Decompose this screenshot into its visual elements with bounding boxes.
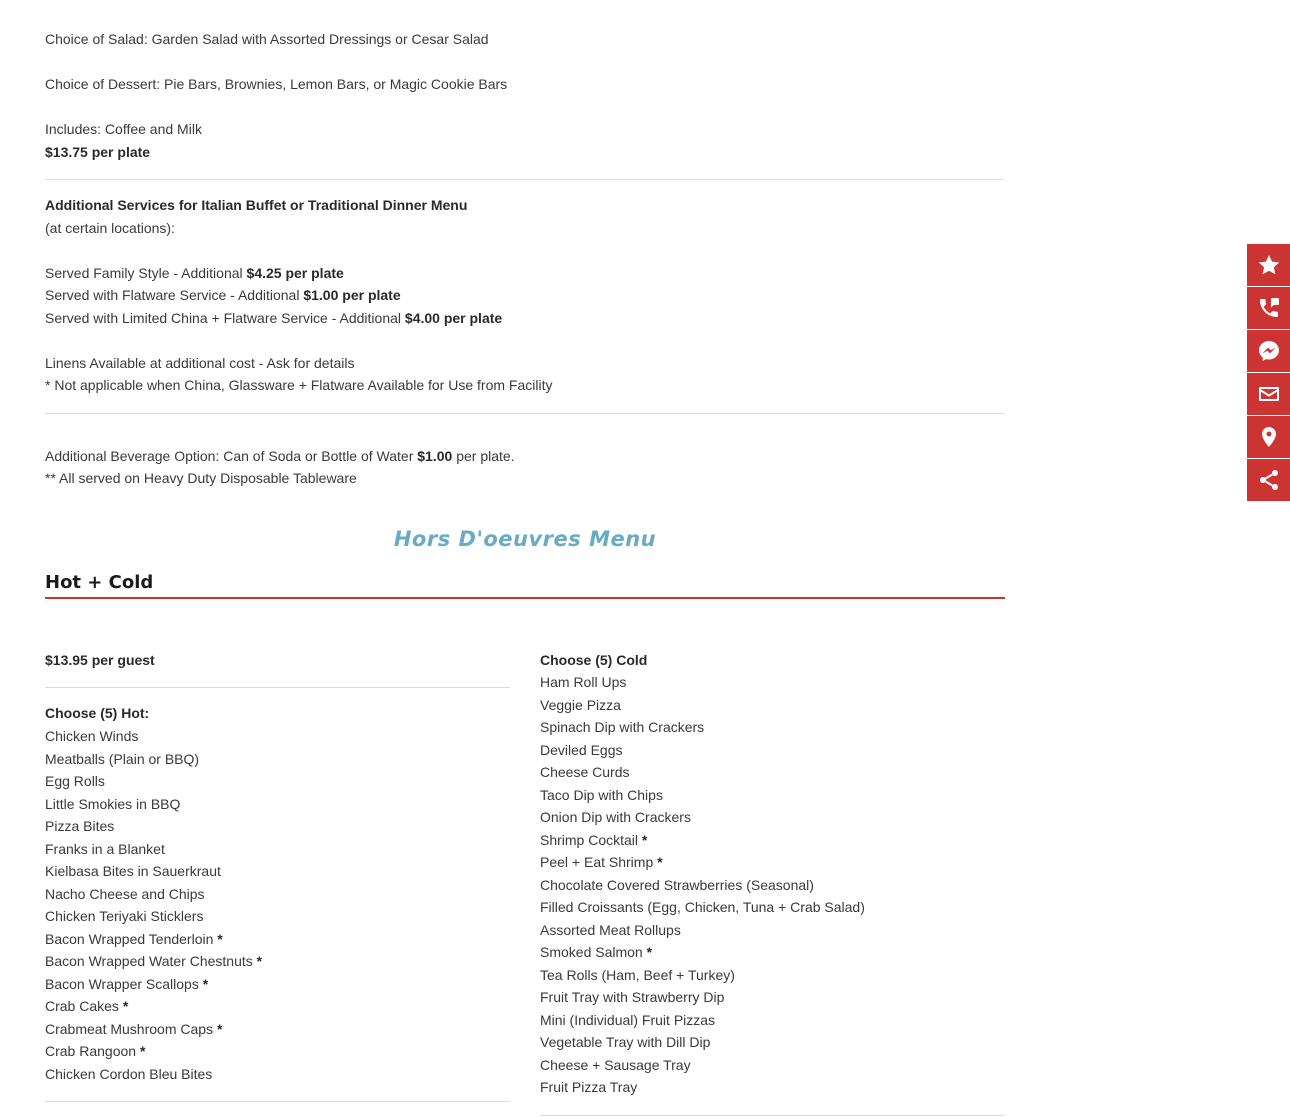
call-button[interactable] [1247, 287, 1290, 329]
location-button[interactable] [1247, 416, 1290, 458]
list-item [540, 806, 691, 828]
map-pin-icon [1257, 425, 1281, 449]
divider [45, 1101, 510, 1102]
item-name: Peel + Eat Shrimp [540, 854, 658, 870]
list-item [45, 770, 105, 792]
list-item [45, 860, 221, 882]
star-icon [1257, 253, 1281, 277]
family-style-label: Served Family Style - Additional [45, 265, 247, 281]
item-name: Cheese + Sausage Tray [540, 1056, 691, 1073]
item-name: Crabmeat Mushroom Caps [45, 1020, 217, 1037]
item-name: Bacon Wrapper Scallops [45, 975, 203, 992]
item-name: Assorted Meat Rollups [540, 921, 681, 938]
phone-chat-icon [1257, 296, 1281, 320]
item-name: Kielbasa Bites in Sauerkraut [45, 863, 221, 879]
list-item [45, 793, 180, 815]
item-name: Filled Croissants (Egg, Chicken, Tuna + Crab Salad) [540, 899, 865, 915]
plate-price: $13.75 per plate [45, 144, 151, 160]
divider [45, 179, 1005, 180]
item-name: Fruit Tray with Strawberry Dip [540, 989, 725, 1005]
premium-marker: * [202, 975, 209, 992]
item-name: Smoked Salmon [540, 944, 647, 960]
item-name: Shrimp Cocktail [540, 831, 642, 848]
premium-marker: * [641, 831, 648, 848]
list-item [45, 748, 199, 770]
divider [45, 413, 1005, 414]
list-item [540, 739, 623, 761]
item-name: Chicken Cordon Bleu Bites [45, 1065, 213, 1082]
premium-marker: * [256, 953, 263, 969]
list-item [45, 838, 165, 860]
premium-marker: * [217, 930, 223, 947]
divider [45, 687, 510, 688]
list-item [540, 671, 626, 693]
list-item [540, 986, 724, 1008]
review-button[interactable] [1247, 244, 1290, 286]
list-item [540, 761, 630, 783]
email-icon [1257, 382, 1281, 406]
item-name: Meatballs (Plain or BBQ) [45, 750, 200, 767]
china-label: Served with Limited China + Flatware Service - Additional [45, 310, 405, 326]
share-icon [1257, 468, 1281, 492]
list-item [45, 995, 128, 1017]
item-name: Ham Roll Ups [540, 674, 627, 690]
list-item [540, 1054, 691, 1076]
item-name: Nacho Cheese and Chips [45, 885, 205, 902]
list-item [45, 1063, 212, 1085]
item-name: Deviled Eggs [540, 741, 623, 758]
china-price: $4.00 per plate [404, 310, 503, 326]
messenger-button[interactable] [1247, 330, 1290, 372]
dessert-choice: Choice of Dessert: Pie Bars, Brownies, Lemon Bars, or Magic Cookie Bars [45, 76, 508, 92]
item-name: Mini (Individual) Fruit Pizzas [540, 1011, 716, 1028]
premium-marker: * [139, 1043, 146, 1059]
tableware-note: ** All served on Heavy Duty Disposable Tableware [45, 470, 357, 486]
premium-marker: * [646, 944, 653, 960]
list-item [540, 1009, 715, 1031]
email-button[interactable] [1247, 373, 1290, 415]
includes-text: Includes: Coffee and Milk [45, 121, 202, 137]
list-item [45, 928, 223, 950]
divider [540, 1115, 1005, 1116]
item-name: Bacon Wrapped Tenderloin [45, 930, 218, 947]
list-item [45, 815, 114, 837]
item-name: Fruit Pizza Tray [540, 1079, 638, 1095]
guest-price: $13.95 per guest [45, 652, 155, 668]
facility-note: * Not applicable when China, Glassware + Flatware Available for Use from Facility [45, 377, 553, 393]
list-item [45, 1018, 222, 1040]
premium-marker: * [657, 854, 663, 870]
beverage-suffix: per plate. [452, 448, 515, 464]
item-name: Crab Cakes [45, 998, 123, 1014]
flatware-label: Served with Flatware Service - Additional [45, 287, 304, 303]
item-name: Onion Dip with Crackers [540, 809, 691, 825]
hors-doeuvres-title: Hors D'oeuvres Menu [393, 527, 657, 551]
family-style-price: $4.25 per plate [246, 265, 344, 281]
item-name: Vegetable Tray with Dill Dip [540, 1034, 711, 1050]
item-name: Crab Rangoon [45, 1043, 140, 1059]
list-item [540, 896, 865, 918]
beverage-price: $1.00 [417, 448, 453, 464]
family-style-row [45, 262, 344, 284]
item-name: Cheese Curds [540, 764, 630, 780]
list-item [45, 973, 208, 995]
item-name: Veggie Pizza [540, 696, 621, 713]
item-name: Chicken Teriyaki Sticklers [45, 908, 204, 924]
premium-marker: * [216, 1020, 223, 1037]
section-rule [45, 597, 1005, 599]
list-item [540, 829, 647, 851]
item-name: Pizza Bites [45, 818, 115, 834]
linens-text: Linens Available at additional cost - Ask for details [45, 355, 355, 371]
item-name: Bacon Wrapped Water Chestnuts [45, 953, 257, 969]
item-name: Tea Rolls (Ham, Beef + Turkey) [540, 966, 735, 983]
list-item [45, 725, 138, 747]
list-item [540, 964, 735, 986]
cold-heading: Choose (5) Cold [540, 652, 648, 668]
item-name: Franks in a Blanket [45, 840, 165, 857]
list-item [45, 905, 203, 927]
premium-marker: * [122, 998, 129, 1014]
item-name: Spinach Dip with Crackers [540, 719, 705, 735]
item-name: Chocolate Covered Strawberries (Seasonal) [540, 876, 814, 893]
beverage-row [45, 445, 515, 467]
list-item [45, 1040, 145, 1062]
list-item [540, 694, 621, 716]
list-item [45, 883, 205, 905]
additional-services-heading: Additional Services for Italian Buffet or Traditional Dinner Menu [45, 197, 468, 213]
list-item [540, 784, 663, 806]
china-row [45, 307, 502, 329]
flatware-price: $1.00 per plate [303, 287, 401, 303]
share-button[interactable] [1247, 459, 1290, 501]
list-item [540, 1031, 710, 1053]
list-item [540, 851, 663, 873]
additional-services-subheading: (at certain locations): [45, 220, 175, 236]
item-name: Little Smokies in BBQ [45, 795, 181, 812]
list-item [540, 1076, 637, 1098]
salad-choice: Choice of Salad: Garden Salad with Assorted Dressings or Cesar Salad [45, 31, 489, 47]
list-item [540, 941, 652, 963]
list-item [540, 716, 704, 738]
floating-action-bar [1247, 244, 1290, 502]
flatware-row [45, 284, 401, 306]
item-name: Egg Rolls [45, 773, 105, 789]
item-name: Chicken Winds [45, 728, 139, 744]
list-item [540, 919, 681, 941]
beverage-label: Additional Beverage Option: Can of Soda or Bottle of Water [45, 448, 418, 464]
item-name: Taco Dip with Chips [540, 786, 663, 803]
list-item [540, 874, 814, 896]
list-item [45, 950, 262, 972]
messenger-icon [1257, 339, 1281, 363]
hot-cold-heading: Hot + Cold [45, 572, 154, 593]
hot-heading: Choose (5) Hot: [45, 705, 150, 721]
